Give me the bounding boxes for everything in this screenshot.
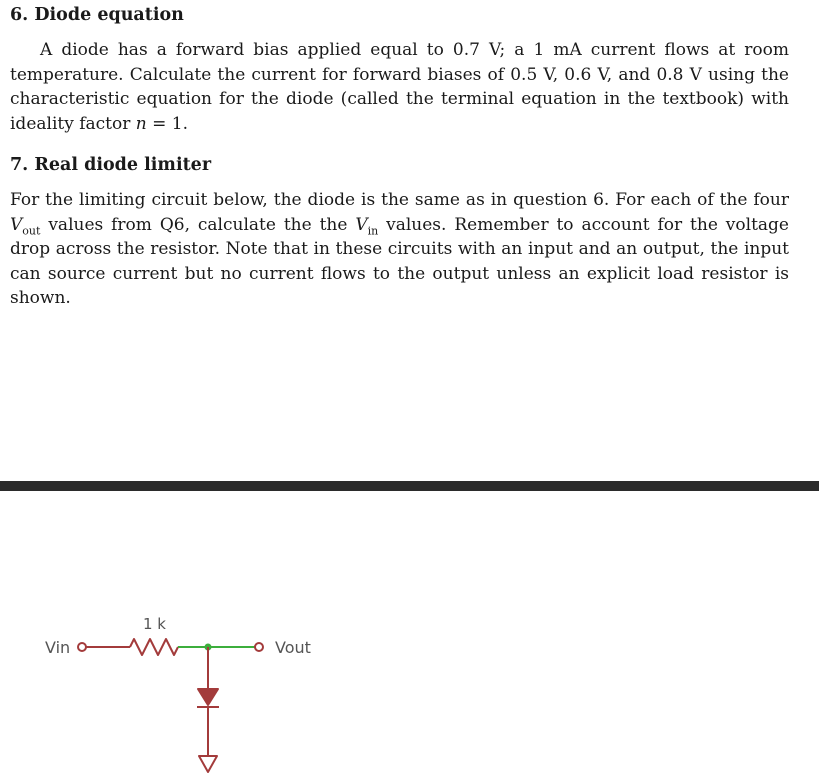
input-terminal[interactable] [78,643,86,651]
v-out-subscript: out [22,223,41,237]
q6-body [10,38,789,136]
q6-heading: 6. Diode equation [10,5,184,25]
v-out-letter: V [10,214,23,235]
resistor-label: 1 k [143,615,166,633]
vout-label: Vout [275,638,311,657]
v-out-symbol [10,215,40,235]
diode-limiter-circuit [0,491,819,783]
v-in-subscript: in [367,223,379,237]
q7-body [10,188,789,311]
output-terminal[interactable] [255,643,263,651]
section-divider [0,481,819,491]
q7-text-b: values from Q6, calculate the the [40,214,356,235]
q6-text: A diode has a forward bias applied equal to 0.7 V; a 1 mA current flows at room temperature. Calculate the current for forward biases of 0.5 V, 0.6 V, and 0.8 V using the characteristic equation for the diode (called the terminal equation in the textbook) with ideality factor [10,40,789,134]
q7-text-a: For the limiting circuit below, the diode is the same as in question 6. For each of the four [10,190,789,210]
ground-icon [199,756,217,772]
diode[interactable] [198,689,218,705]
v-in-symbol [355,215,378,235]
resistor[interactable] [130,639,178,655]
q6-math-var: n [135,113,147,134]
q6-math-rest: = 1. [146,113,189,134]
v-in-letter: V [355,214,368,235]
q7-text-c: values. Remember to account for the voltage drop across the resistor. Note that in these circuits with an input and an output, the input can source current but no current flows to the output unless an explicit load resistor is shown. [10,214,789,308]
vin-label: Vin [45,638,71,657]
q7-heading: 7. Real diode limiter [10,155,212,175]
